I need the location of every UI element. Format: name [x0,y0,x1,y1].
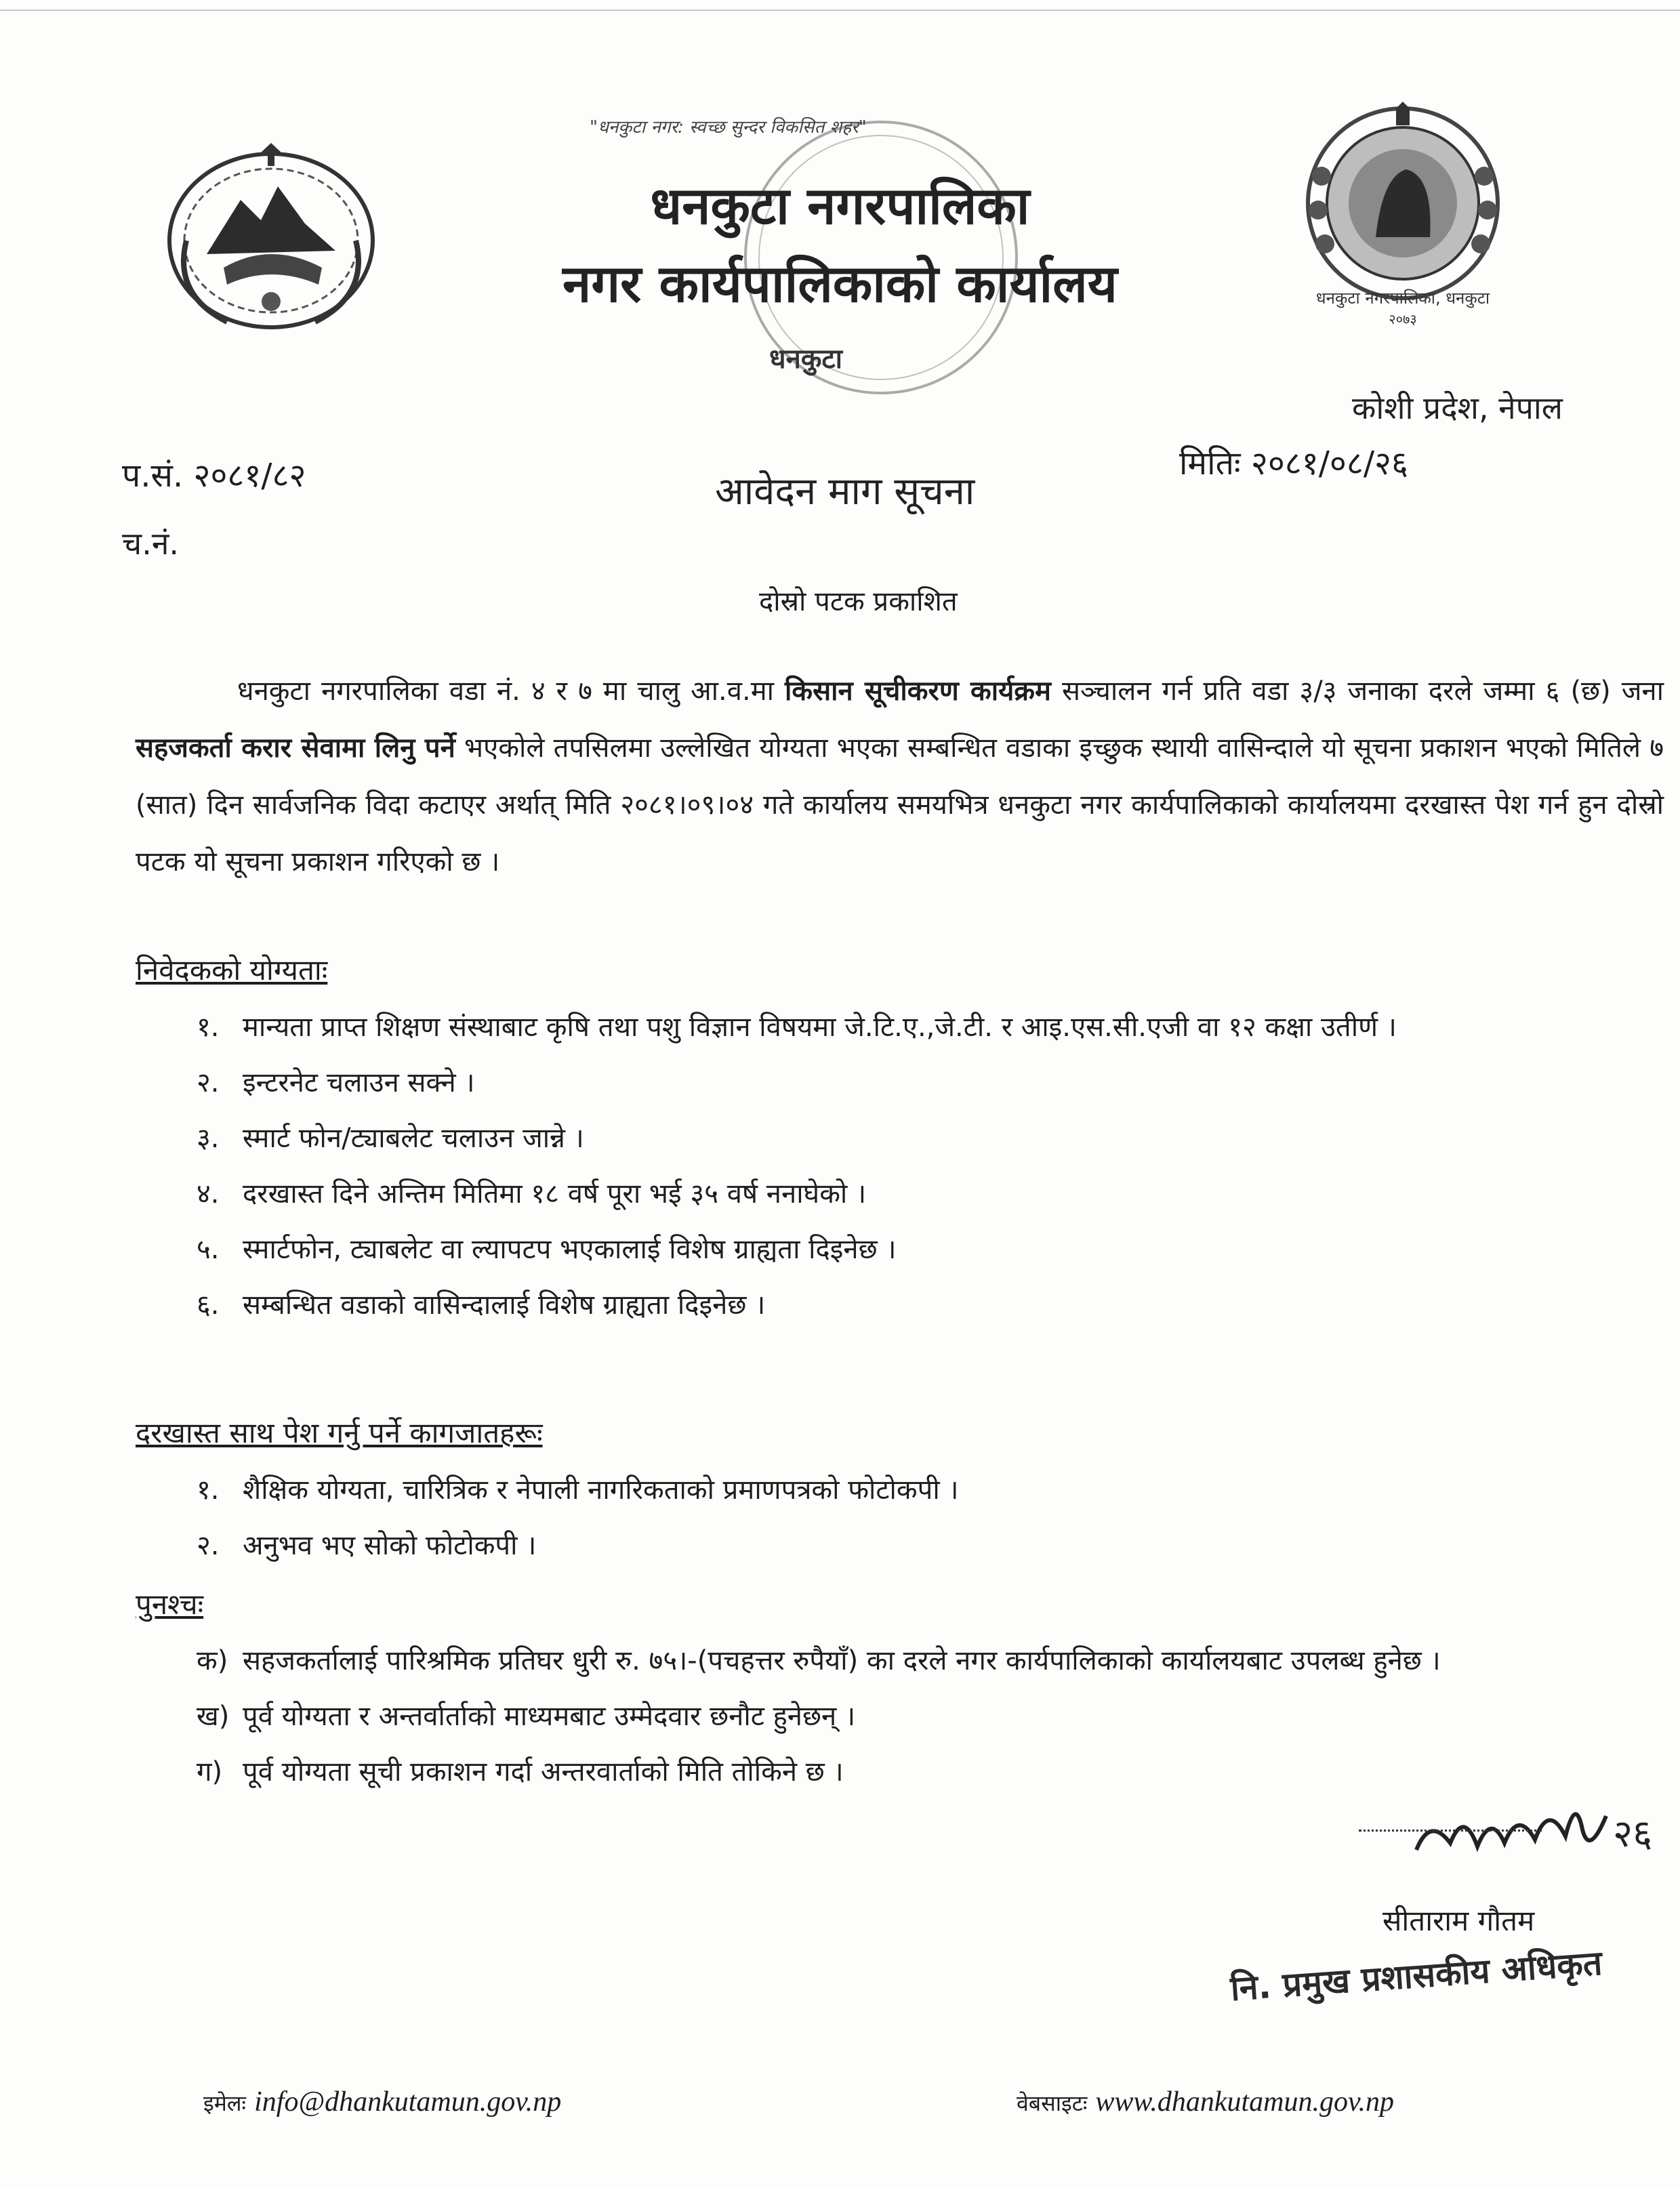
email-link[interactable]: info@dhankutamun.gov.np [254,2086,562,2118]
notice-body: धनकुटा नगरपालिका वडा नं. ४ र ७ मा चालु आ.व.मा किसान सूचीकरण कार्यक्रम सञ्चालन गर्न प्रति वडा ३/३ जनाका दरले जम्मा ६ (छ) जना सहजकर्ता करार सेवामा लिनु पर्ने भएकोले तपसिलमा उल्लेखित योग्यता भएका सम्बन्धित वडाका इच्छुक स्थायी वासिन्दाले यो सूचना प्रकाशन भएको मितिले ७ (सात) दिन सार्वजनिक विदा कटाएर अर्थात् मिति २०८१।०९।०४ गते कार्यालय समयभित्र धनकुटा नगर कार्यपालिकाको कार्यालयमा दरखास्त पेश गर्न हुन दोस्रो पटक यो सूचना प्रकाशन गरिएको छ । [136,676,1664,878]
list-item: १. शैक्षिक योग्यता, चारित्रिक र नेपाली नागरिकताको प्रमाणपत्रको फोटोकपी । [197,1474,959,1506]
list-item: १. मान्यता प्राप्त शिक्षण संस्थाबाट कृषि तथा पशु विज्ञान विषयमा जे.टि.ए.,जे.टी. र आइ.एस.सी.एजी वा १२ कक्षा उतीर्ण । [197,1012,1397,1043]
province-address: कोशी प्रदेश, नेपाल [1352,390,1563,426]
qualifications-list [197,999,1660,1333]
list-item: २. इन्टरनेट चलाउन सक्ने । [197,1067,475,1098]
office-name: नगर कार्यपालिकाको कार्यालय [562,253,1118,314]
website-link[interactable]: www.dhankutamun.gov.np [1095,2086,1394,2118]
list-item: ३. स्मार्ट फोन/ट्याबलेट चलाउन जान्ने । [197,1123,584,1154]
list-item: ख) पूर्व योग्यता र अन्तर्वार्ताको माध्यमबाट उम्मेदवार छनौट हुनेछन् । [197,1701,856,1732]
notice-title: आवेदन माग सूचना [715,470,975,514]
organization-name: धनकुटा नगरपालिका [650,176,1030,236]
signatory-name: सीताराम गौतम [1382,1904,1535,1937]
email-label: इमेलः [203,2090,247,2116]
list-item: ५. स्मार्टफोन, ट्याबलेट वा ल्यापटप भएकालाई विशेष ग्राह्यता दिइनेछ । [197,1234,897,1265]
signature-day: २६ [1613,1812,1653,1856]
footer-website [1017,2086,1394,2118]
scan-edge [0,9,1680,11]
logo-year: २०७३ [1389,311,1417,327]
list-item: २. अनुभव भए सोको फोटोकपी । [197,1530,537,1561]
reference-number: प.सं. २०८१/८२ [122,457,306,495]
postscript-heading: पुनश्चः [136,1588,204,1621]
stamp-text: धनकुटा [769,344,843,375]
qualifications-heading: निवेदकको योग्यताः [136,953,328,987]
signature-line [1359,1830,1542,1832]
list-item: ग) पूर्व योग्यता सूची प्रकाशन गर्दा अन्तरवार्ताको मिति तोकिने छ । [197,1756,844,1788]
list-item: ४. दरखास्त दिने अन्तिम मितिमा १८ वर्ष पूरा भई ३५ वर्ष ननाघेको । [197,1178,867,1210]
documents-heading: दरखास्त साथ पेश गर्नु पर्ने कागजातहरूः [136,1416,543,1449]
notice-subtitle: दोस्रो पटक प्रकाशित [759,586,958,617]
website-label: वेबसाइटः [1017,2090,1088,2116]
logo-caption: धनकुटा नगरपालिका, धनकुटा [1315,289,1490,308]
postscript-list [197,1633,1552,1800]
footer-email [203,2086,561,2118]
list-item: क) सहजकर्तालाई पारिश्रमिक प्रतिघर धुरी रु. ७५।-(पचहत्तर रुपैयाँ) का दरले नगर कार्यपालिकाको कार्यालयबाट उपलब्ध हुनेछ । [197,1645,1441,1676]
notice-date: मितिः २०८१/०८/२६ [1179,445,1408,482]
signatory-designation: नि. प्रमुख प्रशासकीय अधिकृत [1229,1943,1604,2009]
documents-list [197,1462,1660,1573]
dispatch-number: च.नं. [122,525,179,562]
list-item: ६. सम्बन्धित वडाको वासिन्दालाई विशेष ग्राह्यता दिइनेछ । [197,1289,766,1321]
municipality-tagline: "धनकुटा नगर: स्वच्छ सुन्दर विकसित शहर" [590,117,867,138]
